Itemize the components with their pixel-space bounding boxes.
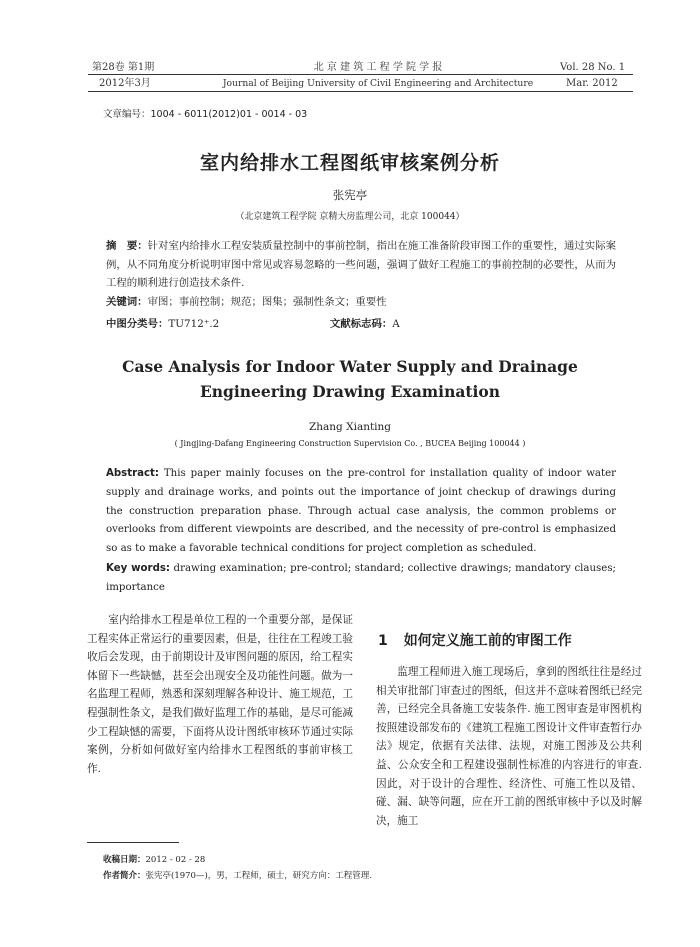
footnote-rule [87, 842, 179, 843]
abstract-cn [106, 237, 616, 311]
date-en: Mar. 2012 [566, 78, 618, 89]
abstract-en [106, 465, 616, 559]
received-date: 2012 - 02 - 28 [145, 855, 206, 865]
section-1-heading [378, 630, 572, 650]
classification-row [106, 315, 400, 330]
header-rule-bottom [88, 91, 633, 92]
title-cn: 室内给排水工程图纸审核案例分析 [199, 152, 500, 174]
date-cn: 2012年3月 [99, 78, 151, 89]
keywords-cn-label: 关键词： [106, 295, 148, 308]
title-en-line1: Case Analysis for Indoor Water Supply and Drainage [122, 357, 578, 376]
title-en [50, 354, 650, 404]
footnote-author-bio [103, 869, 372, 881]
keywords-en-text: drawing examination; pre-control; standard; collective drawings; mandatory clauses; importance [106, 563, 616, 593]
section-1-number: 1 [378, 633, 388, 649]
footnote-received [103, 853, 205, 865]
abstract-en-label: Abstract: [106, 468, 159, 479]
abstract-cn-text: 针对室内给排水工程安装质量控制中的事前控制，指出在施工准备阶段审图工作的重要性，通过实际案例，从不同角度分析说明审图中常见或容易忽略的一些问题，强调了做好工程施工的事前控制的必要性，从而为工程的顺利进行创造技术条件. [106, 240, 617, 289]
clc-label: 中图分类号： [106, 318, 169, 330]
intro-paragraph: 室内给排水工程是单位工程的一个重要分部，是保证工程实体正常运行的重要因素，但是，往往在工程竣工验收后会发现，由于前期设计及审图问题的原因，给工程实体留下一些缺憾，甚至会出现安全及功能性问题。做为一名监理工程师，熟悉和深刻理解各种设计、施工规范，工程强制性条文，是我们做好监理工作的基础，是尽可能减少工程缺憾的需要，下面将从设计图纸审核环节通过实际案例，分析如何做好室内给排水工程图纸的事前审核工作. [87, 614, 353, 775]
section-1-body [376, 663, 642, 830]
section-1-title: 如何定义施工前的审图工作 [403, 633, 572, 649]
doc-code-value: A [392, 318, 400, 330]
section-1-paragraph: 监理工程师进入施工现场后，拿到的图纸往往是经过相关审批部门审查过的图纸，但这并不意味着图纸已经完善，已经完全具备施工安装条件. 施工图审查是审图机构按照建设部发布的《建筑工程施工图设计文件审查暂行办法》规定，依据有关法律、法规，对施工图涉及公共利益、公众安全和工程建设强制性标准的内容进行的审查. 因此，对于设计的合理性、经济性、可施工性以及错、碰、漏、缺等问题，应在开工前的图纸审核中予以及时解决，施工 [376, 666, 642, 827]
abstract-en-text: This paper mainly focuses on the pre-control for installation quality of indoor water supply and drainage works, and points out the importance of joint checkup of drawings during the construction preparation phase. Through actual case analysis, the common problems or overlooks from different viewpoints are described, and the necessity of pre-control is emphasized so as to make a favorable technical conditions for project completion as scheduled. [106, 468, 616, 555]
affiliation-en: ( Jingjing-Dafang Engineering Construction Supervision Co. , BUCEA Beijing 100044 ) [174, 439, 526, 448]
journal-name-cn: 北 京 建 筑 工 程 学 院 学 报 [313, 62, 443, 73]
header-rule-top [88, 74, 633, 75]
bio-label: 作者简介： [103, 871, 146, 881]
keywords-en-label: Key words: [106, 563, 170, 574]
keywords-cn-text: 审图；事前控制；规范；图集；强制性条文；重要性 [147, 295, 387, 308]
received-label: 收稿日期： [103, 855, 146, 865]
bio-text: 张宪亭(1970—)，男，工程师，硕士，研究方向：工程管理. [145, 871, 372, 881]
abstract-cn-label: 摘 要： [106, 240, 148, 252]
doc-code-label: 文献标志码： [329, 318, 393, 330]
keywords-en [106, 560, 616, 598]
article-number: 文章编号：1004 - 6011(2012)01 - 0014 - 03 [103, 109, 308, 120]
volume-cn: 第28卷 第1期 [92, 62, 155, 73]
volume-en: Vol. 28 No. 1 [560, 62, 626, 73]
author-en: Zhang Xianting [308, 421, 392, 433]
clc-value: TU712⁺.2 [168, 318, 220, 330]
affiliation-cn: （北京建筑工程学院 京精大房监理公司，北京 100044） [235, 212, 465, 222]
author-cn: 张宪亭 [332, 188, 368, 202]
title-en-line2: Engineering Drawing Examination [199, 382, 501, 401]
journal-name-en: Journal of Beijing University of Civil Engineering and Architecture [222, 78, 534, 89]
